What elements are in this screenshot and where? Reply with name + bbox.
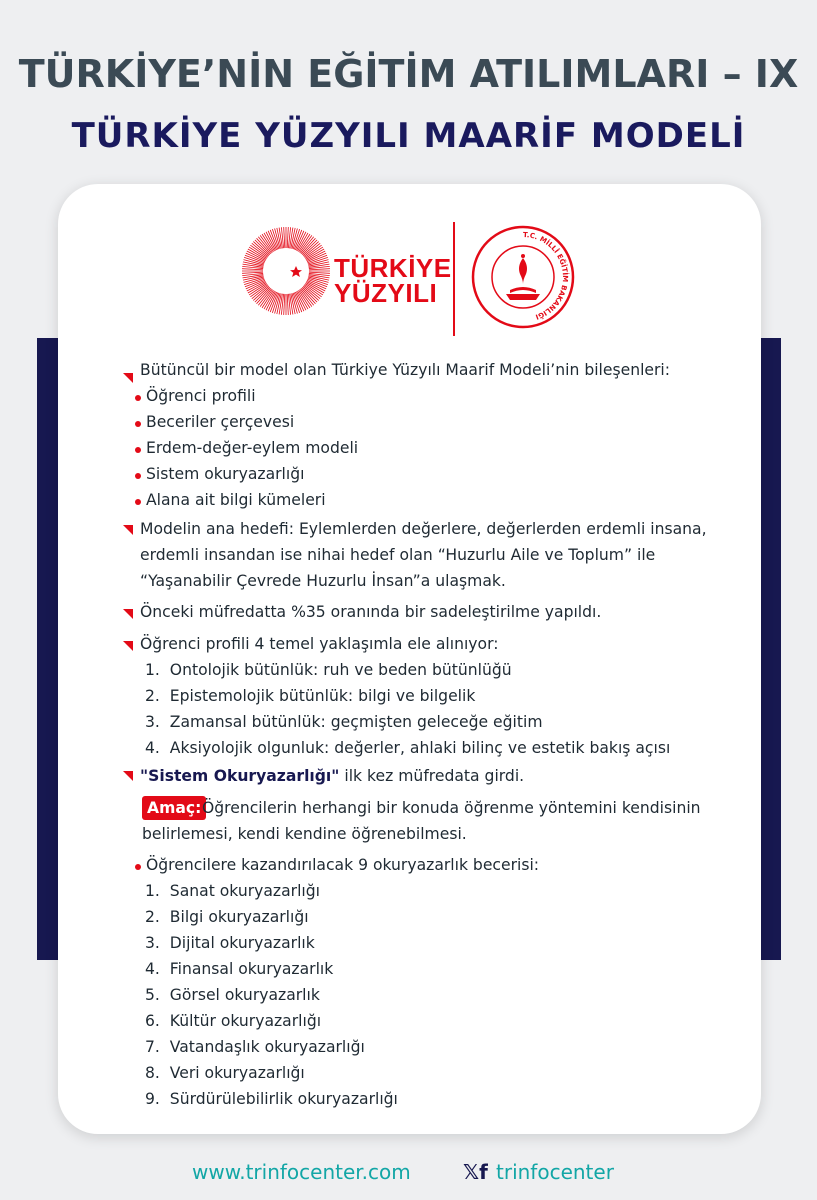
skill-label: Bilgi okuryazarlığı [169,908,309,926]
approach-label: Aksiyolojik olgunluk: değerler, ahlaki bilinç ve estetik bakış açısı [169,739,671,757]
approach-item: 1. Ontolojik bütünlük: ruh ve beden bütünlüğü [145,661,512,679]
component-item: Öğrenci profili [146,387,256,405]
approach-label: Ontolojik bütünlük: ruh ve beden bütünlüğü [169,661,512,679]
bullet-arrow-icon [122,524,134,536]
approach-label: Zamansal bütünlük: geçmişten geleceğe eğitim [169,713,543,731]
bullet-arrow-icon [122,608,134,620]
bullet-dot-icon [135,447,141,453]
bullet-arrow-icon [122,640,134,652]
goal-line: “Yaşanabilir Çevrede Huzurlu İnsan”a ulaşmak. [140,572,506,590]
approach-item: 2. Epistemolojik bütünlük: bilgi ve bilgelik [145,687,476,705]
bullet-dot-icon [135,473,141,479]
page-subtitle: TÜRKİYE YÜZYILI MAARİF MODELİ [71,116,746,156]
component-item: Sistem okuryazarlığı [146,465,305,483]
approach-label: Epistemolojik bütünlük: bilgi ve bilgelik [169,687,476,705]
skill-label: Finansal okuryazarlık [169,960,334,978]
aim-text-line: Öğrencilerin herhangi bir konuda öğrenme yöntemini kendisinin [202,799,701,817]
system-literacy-highlight: "Sistem Okuryazarlığı" [140,767,340,785]
skill-label: Vatandaşlık okuryazarlığı [169,1038,365,1056]
wordmark-line-2: YÜZYILI [334,278,438,308]
seal-ring-text: T.C. MİLLÎ EĞİTİM BAKANLIĞI [522,230,570,321]
page-title: TÜRKİYE’NİN EĞİTİM ATILIMLARI – IX [18,52,799,96]
skills-heading: Öğrencilere kazandırılacak 9 okuryazarlık becerisi: [146,856,540,874]
components-heading: Bütüncül bir model olan Türkiye Yüzyılı Maarif Modeli’nin bileşenleri: [140,361,670,379]
simplification-text: Önceki müfredatta %35 oranında bir sadeleştirilme yapıldı. [140,603,602,621]
skill-label: Sanat okuryazarlığı [169,882,320,900]
skill-label: Sürdürülebilirlik okuryazarlığı [169,1090,398,1108]
bullet-arrow-icon [122,372,134,384]
system-literacy-heading [140,766,524,786]
footer [0,1160,817,1190]
website-link[interactable]: www.trinfocenter.com [192,1160,411,1184]
bullet-dot-icon [135,864,141,870]
skill-item: 4. Finansal okuryazarlık [145,960,334,978]
wordmark-line-1: TÜRKİYE [334,253,452,283]
component-item: Alana ait bilgi kümeleri [146,491,326,509]
skill-item: 2. Bilgi okuryazarlığı [145,908,309,926]
skill-item: 6. Kültür okuryazarlığı [145,1012,322,1030]
skill-label: Veri okuryazarlığı [169,1064,305,1082]
logo-divider [453,222,455,336]
system-literacy-rest: ilk kez müfredata girdi. [339,767,525,785]
content-card [58,184,761,1134]
approach-item: 4. Aksiyolojik olgunluk: değerler, ahlaki bilinç ve estetik bakış açısı [145,739,671,757]
component-item: Beceriler çerçevesi [146,413,295,431]
student-profile-heading: Öğrenci profili 4 temel yaklaşımla ele alınıyor: [140,635,499,653]
skill-item: 3. Dijital okuryazarlık [145,934,315,952]
bullet-dot-icon [135,499,141,505]
x-facebook-icon: 𝕏f [463,1160,488,1184]
ministry-seal-icon [470,224,576,330]
goal-line: Modelin ana hedefi: Eylemlerden değerlere, değerlerden erdemli insana, [140,520,707,538]
turkiye-yuzyili-sun-icon [241,226,331,316]
logo-row [58,184,761,344]
skill-item: 1. Sanat okuryazarlığı [145,882,320,900]
skill-item: 8. Veri okuryazarlığı [145,1064,305,1082]
aim-text-line: belirlemesi, kendi kendine öğrenebilmesi. [142,825,467,843]
turkiye-yuzyili-wordmark [334,253,452,308]
skill-item: 7. Vatandaşlık okuryazarlığı [145,1038,365,1056]
component-item: Erdem-değer-eylem modeli [146,439,359,457]
goal-line: erdemli insandan ise nihai hedef olan “Huzurlu Aile ve Toplum” ile [140,546,656,564]
aim-badge: Amaç: [142,796,206,820]
social-handle-link[interactable]: trinfocenter [496,1160,614,1184]
skill-label: Dijital okuryazarlık [169,934,315,952]
approach-item: 3. Zamansal bütünlük: geçmişten geleceğe eğitim [145,713,543,731]
bullet-dot-icon [135,421,141,427]
skill-item: 5. Görsel okuryazarlık [145,986,320,1004]
skill-label: Görsel okuryazarlık [169,986,320,1004]
skill-label: Kültür okuryazarlığı [169,1012,322,1030]
bullet-arrow-icon [122,770,134,782]
bullet-dot-icon [135,395,141,401]
skill-item: 9. Sürdürülebilirlik okuryazarlığı [145,1090,398,1108]
